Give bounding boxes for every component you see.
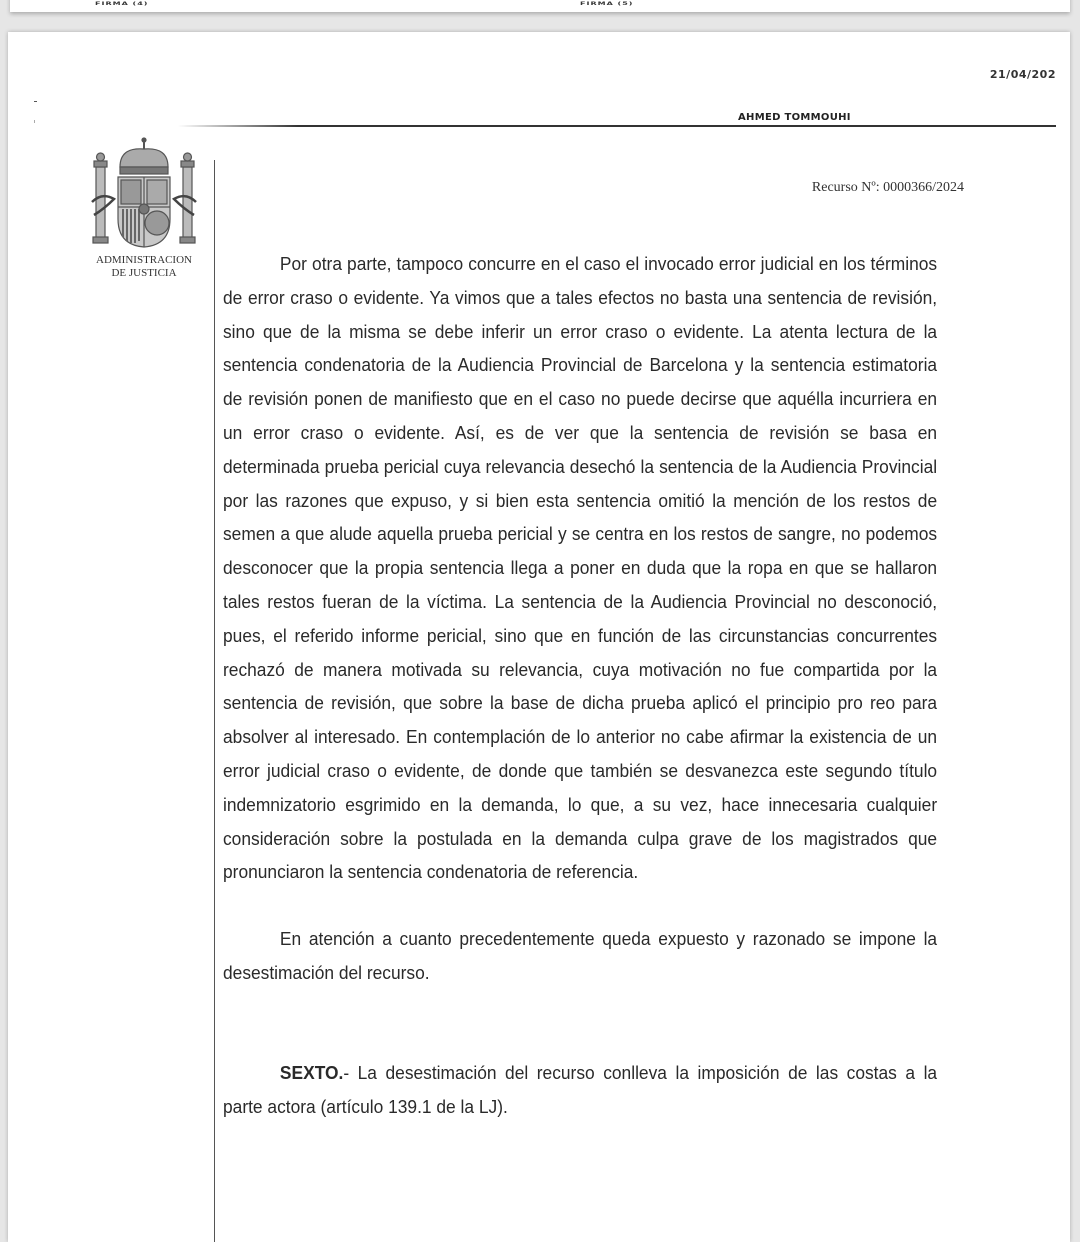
paragraph-error-judicial: Por otra parte, tampoco concurre en el caso el invocado error judicial en los términos de error craso o evidente. Ya vimos que a tales efectos no basta una sentencia de revisión, sino que de la misma se debe inferir un error craso o evidente. La atenta lectura de la sentencia condenatoria de la Audiencia Provincial de Barcelona y la sentencia estimatoria de revisión ponen de manifiesto que en el caso no puede decirse que aquélla incurriera en un error craso o evidente. Así, es de ver que la sentencia de revisión se basa en determinada prueba pericial cuya relevancia desechó la sentencia de la Audiencia Provincial por las razones que expuso, y si bien esta sentencia omitió la mención de los restos de semen a que alude aquella prueba pericial y se centra en los restos de sangre, no podemos desconocer que la propia sentencia llega a poner en duda que la ropa en que se hallaron tales restos fueran de la víctima. La sentencia de la Audiencia Provincial no desconoció, pues, el referido informe pericial, sino que en función de las circunstancias concurrentes rechazó de manera motivada su relevancia, cuya motivación no fue compartida por la sentencia de revisión, que sobre la base de dicha prueba aplicó el principio pro reo para absolver al interesado. En contemplación de lo anterior no cabe afirmar la existencia de un error judicial craso o evidente, de donde que también se desvanezca este segundo título indemnizatorio esgrimido en la demanda, lo que, a su vez, hace innecesaria cualquier consideración sobre la postulada en la demanda culpa grave de los magistrados que pronunciaron la sentencia condenatoria de referencia. — [223, 254, 938, 883]
header-name: AHMED TOMMOUHI — [738, 112, 851, 123]
scan-mark — [34, 120, 35, 123]
document-date: 21/04/202 — [989, 68, 1056, 81]
paragraph-conclusion: En atención a cuanto precedentemente queda expuesto y razonado se impone la desestimación del recurso. — [223, 929, 938, 983]
paragraph-sexto — [223, 1057, 937, 1125]
sexto-heading: SEXTO. — [279, 1062, 344, 1083]
admin-justicia-label — [84, 254, 204, 280]
recurso-number: Recurso Nº: 0000366/2024 — [811, 180, 964, 195]
scan-mark — [34, 101, 37, 102]
spanish-coat-of-arms-icon — [90, 137, 198, 255]
admin-label-line1: ADMINISTRACION — [96, 254, 192, 266]
signature-label: FIRMA (4) — [95, 1, 149, 6]
document-body — [223, 248, 937, 1124]
signature-label: FIRMA (5) — [580, 1, 634, 6]
header-rule — [178, 125, 1056, 127]
previous-page-edge — [10, 0, 1070, 12]
sexto-text: - La desestimación del recurso conlleva la imposición de las costas a la parte actora (artículo 139.1 de la LJ). — [223, 1062, 938, 1117]
document-page — [8, 32, 1070, 1242]
admin-label-line2: DE JUSTICIA — [111, 267, 177, 279]
margin-rule — [214, 160, 215, 1242]
